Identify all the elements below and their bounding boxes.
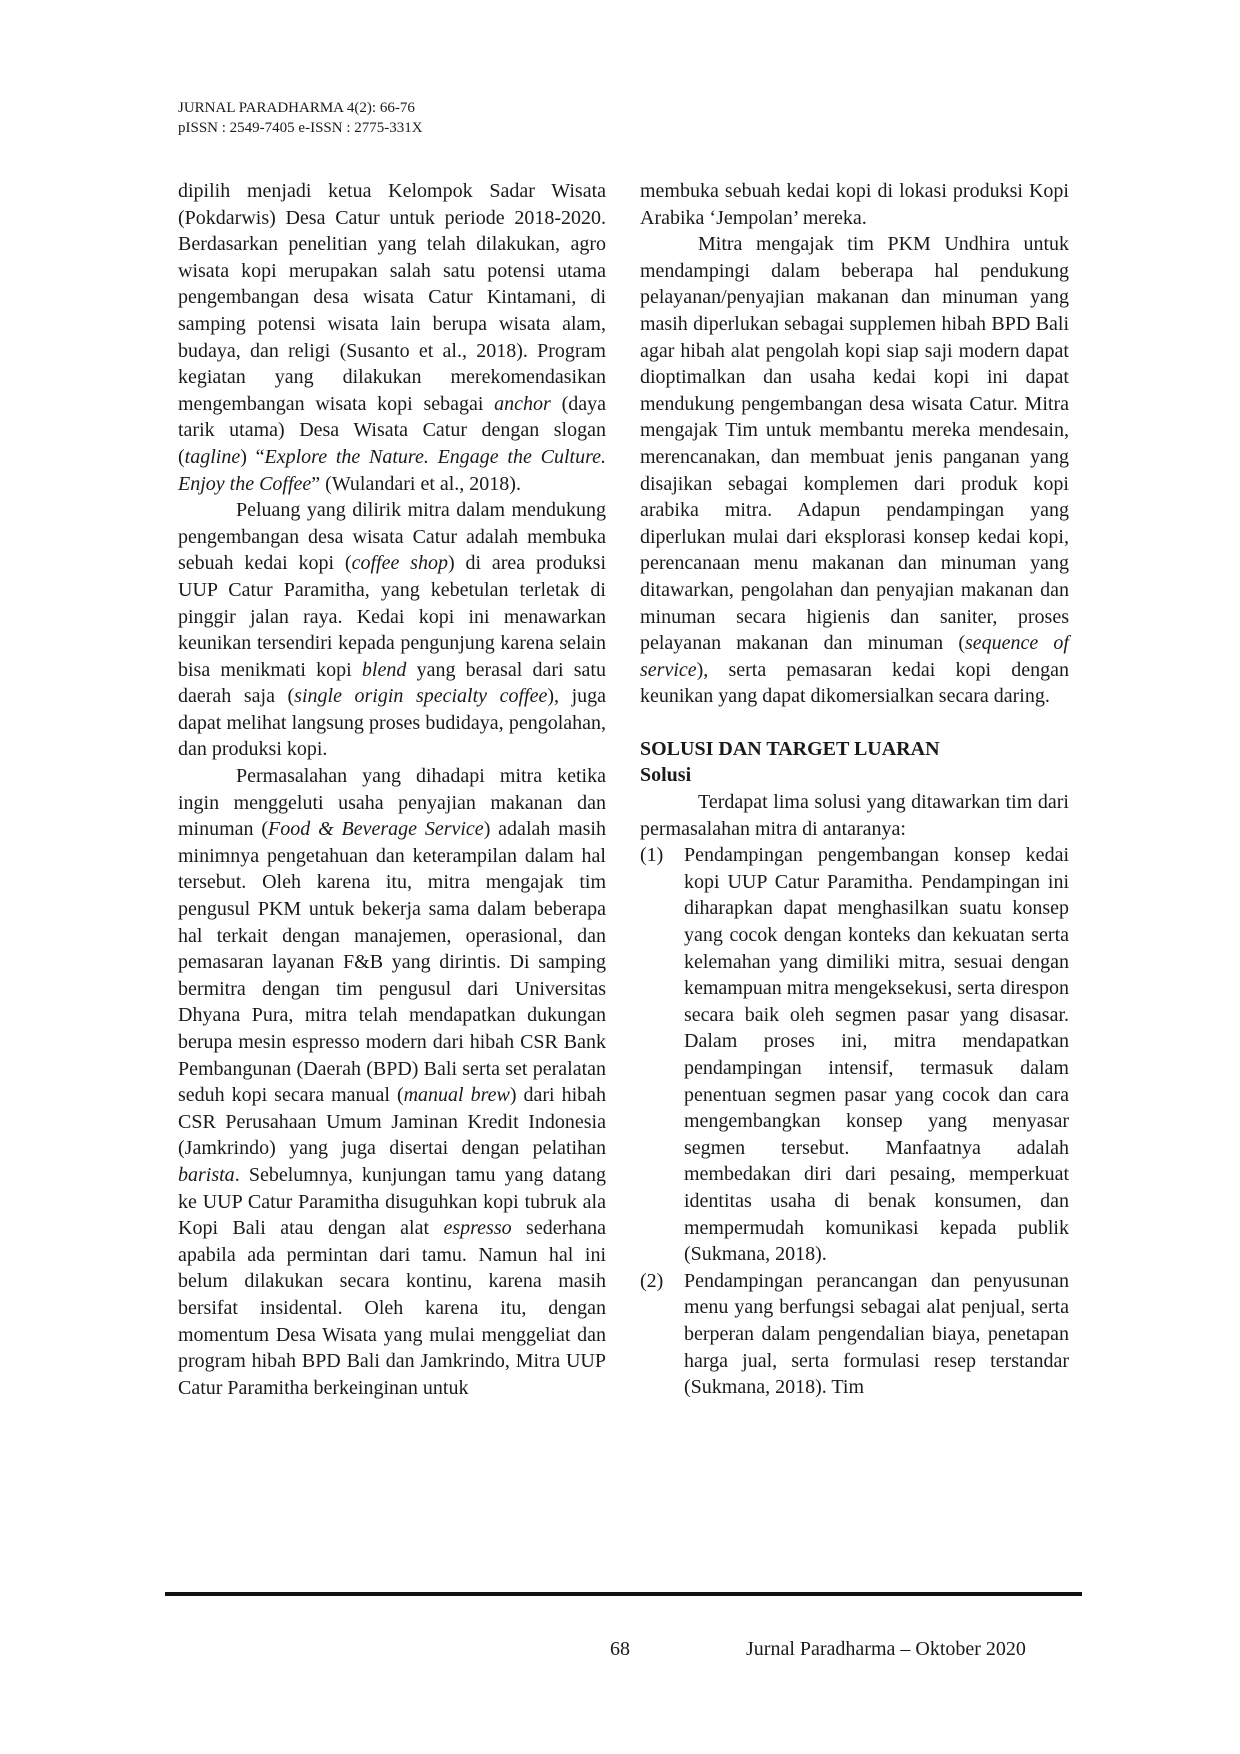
paragraph-partner-request: Mitra mengajak tim PKM Undhira untuk mendampingi dalam beberapa hal pendukung pelayanan/penyajian makanan dan minuman yang masih diperlukan sebagai supplemen hibah BPD Bali agar hibah alat pengolah kopi siap saji modern dapat dioptimalkan dan usaha kedai kopi ini dapat mendukung pengembangan desa wisata Catur. Mitra mengajak Tim untuk membantu mereka mendesain, merencanakan, dan membuat jenis panganan yang disajikan sebagai komplemen dari produk kopi arabika mitra. Adapun pendampingan yang diperlukan mulai dari eksplorasi konsep kedai kopi, perencanaan menu makanan dan minuman yang ditawarkan, pengolahan dan penyajian makanan dan minuman secara higienis dan saniter, proses pelayanan makanan dan minuman (sequence of service), serta pemasaran kedai kopi dengan keunikan yang dapat dikomersialkan secara daring.: [640, 233, 1069, 708]
list-item-text: Pendampingan pengembangan konsep kedai kopi UUP Catur Paramitha. Pendampingan ini diharapkan dapat menghasilkan suatu konsep yang cocok dengan konteks dan kekuatan serta kelemahan yang dimiliki mitra, sesuai dengan kemampuan mitra mengeksekusi, serta direspon secara baik oleh segmen pasar yang disasar. Dalam proses ini, mitra mendapatkan pendampingan intensif, termasuk dalam penentuan segmen pasar yang cocok dan cara mengembangkan konsep yang menyasar segmen tersebut. Manfaatnya adalah membedakan diri dari pesaing, memperkuat identitas usaha di benak konsumen, dan mempermudah komunikasi kepada publik (Sukmana, 2018).: [684, 844, 1069, 1266]
paragraph-continuation: dipilih menjadi ketua Kelompok Sadar Wisata (Pokdarwis) Desa Catur untuk periode 2018-2020. Berdasarkan penelitian yang telah dilakukan, agro wisata kopi merupakan salah satu potensi utama pengembangan desa wisata Catur Kintamani, di samping potensi wisata lain berupa wisata alam, budaya, dan religi (Susanto et al., 2018). Program kegiatan yang dilakukan merekomendasikan mengembangan wisata kopi sebagai anchor (daya tarik utama) Desa Wisata Catur dengan slogan (tagline) “Explore the Nature. Engage the Culture. Enjoy the Coffee” (Wulandari et al., 2018).: [178, 180, 606, 495]
solutions-list: [640, 842, 1069, 1400]
list-item: [640, 1268, 1069, 1401]
subsection-heading: Solusi: [640, 764, 692, 787]
right-column: [640, 178, 1069, 1401]
page-number: 68: [610, 1638, 630, 1660]
list-number: (1): [640, 844, 664, 867]
paragraph-opportunity: Peluang yang dilirik mitra dalam mendukung pengembangan desa wisata Catur adalah membuka sebuah kedai kopi (coffee shop) di area produksi UUP Catur Paramitha, yang kebetulan terletak di pinggir jalan raya. Kedai kopi ini menawarkan keunikan tersendiri kepada pengunjung karena selain bisa menikmati kopi blend yang berasal dari satu daerah saja (single origin specialty coffee), juga dapat melihat langsung proses budidaya, pengolahan, dan produksi kopi.: [178, 499, 607, 761]
footer-journal-issue: Jurnal Paradharma – Oktober 2020: [746, 1638, 1026, 1660]
paragraph-problem: Permasalahan yang dihadapi mitra ketika ingin menggeluti usaha penyajian makanan dan minuman (Food & Beverage Service) adalah masih minimnya pengetahuan dan keterampilan dalam hal tersebut. Oleh karena itu, mitra mengajak tim pengusul PKM untuk bekerja sama dalam beberapa hal terkait dengan manajemen, operasional, dan pemasaran layanan F&B yang dirintis. Di samping bermitra dengan tim pengusul dari Universitas Dhyana Pura, mitra telah mendapatkan dukungan berupa mesin espresso modern dari hibah CSR Bank Pembangunan (Daerah (BPD) Bali serta set peralatan seduh kopi secara manual (manual brew) dari hibah CSR Perusahaan Umum Jaminan Kredit Indonesia (Jamkrindo) yang juga disertai dengan pelatihan barista. Sebelumnya, kunjungan tamu yang datang ke UUP Catur Paramitha disuguhkan kopi tubruk ala Kopi Bali atau dengan alat espresso sederhana apabila ada permintan dari tamu. Namun hal ini belum dilakukan secara kontinu, karena masih bersifat insidental. Oleh karena itu, dengan momentum Desa Wisata yang mulai menggeliat dan program hibah BPD Bali dan Jamkrindo, Mitra UUP Catur Paramitha berkeinginan untuk: [178, 765, 607, 1399]
section-heading: SOLUSI DAN TARGET LUARAN: [640, 737, 940, 760]
list-item-text: Pendampingan perancangan dan penyusunan menu yang berfungsi sebagai alat penjual, serta berperan dalam pengendalian biaya, penetapan harga jual, serta formulasi resep terstandar (Sukmana, 2018). Tim: [684, 1269, 1069, 1399]
list-number: (2): [640, 1269, 664, 1292]
journal-citation: JURNAL PARADHARMA 4(2): 66-76: [178, 100, 415, 116]
list-item: [640, 842, 1069, 1268]
running-header: [178, 98, 423, 138]
left-column: [178, 178, 606, 1401]
footer-rule: [165, 1592, 1082, 1596]
solutions-intro: Terdapat lima solusi yang ditawarkan tim dari permasalahan mitra di antaranya:: [640, 791, 1069, 840]
issn-line: pISSN : 2549-7405 e-ISSN : 2775-331X: [178, 120, 423, 136]
paragraph-continuation: membuka sebuah kedai kopi di lokasi produksi Kopi Arabika ‘Jempolan’ mereka.: [640, 180, 1069, 229]
